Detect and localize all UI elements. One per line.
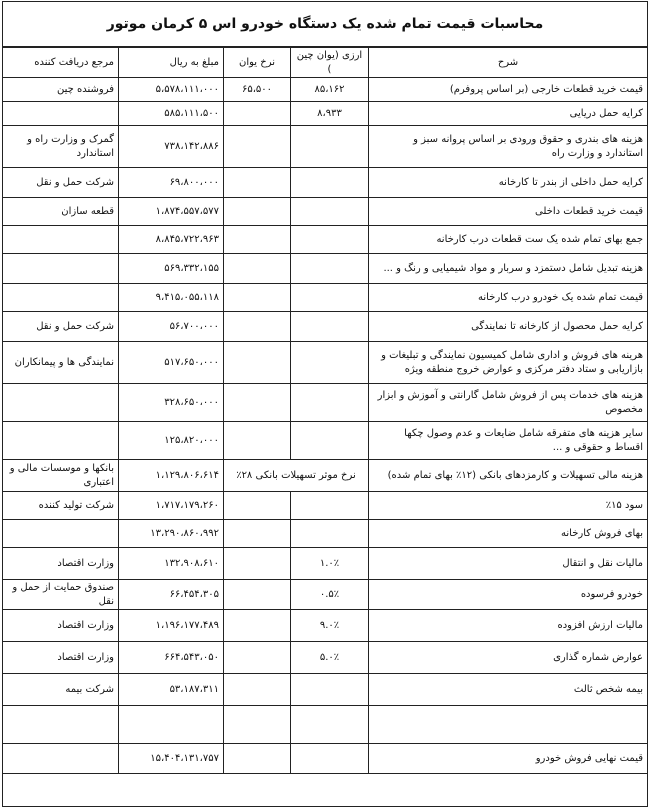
- row-rate: [224, 284, 291, 312]
- row-amount: [119, 226, 224, 254]
- row-recipient: [3, 520, 119, 548]
- table-row: [3, 254, 647, 284]
- row-currency: [291, 642, 369, 674]
- row-amount: [119, 642, 224, 674]
- row-recipient: شرکت حمل و نقل: [3, 168, 119, 198]
- row-recipient: گمرک و وزارت راه و استاندارد: [3, 126, 119, 168]
- row-amount: [119, 126, 224, 168]
- row-recipient: [3, 744, 119, 774]
- row-recipient: [3, 254, 119, 284]
- row-rate: [224, 580, 291, 610]
- table-row: [3, 706, 647, 744]
- header-amount: مبلغ به ریال: [119, 48, 224, 78]
- row-rate: [224, 384, 291, 422]
- row-amount: [119, 706, 224, 744]
- row-currency: [291, 492, 369, 520]
- row-rate: [224, 168, 291, 198]
- row-currency: [291, 706, 369, 744]
- row-currency: [291, 580, 369, 610]
- table-row: [3, 580, 647, 610]
- row-rate: [224, 254, 291, 284]
- row-currency: [291, 548, 369, 580]
- table-row: [3, 312, 647, 342]
- page-title: محاسبات قیمت تمام شده یک دستگاه خودرو اس ۵ کرمان موتور: [3, 2, 647, 47]
- row-recipient: شرکت بیمه: [3, 674, 119, 706]
- amount-value: ۵۳،۱۸۷،۳۱۱: [169, 683, 219, 695]
- row-currency: [291, 610, 369, 642]
- amount-value: ۵۱۷،۶۵۰،۰۰۰: [164, 356, 219, 368]
- table-row: [3, 78, 647, 102]
- amount-value: ۰.۵٪: [319, 588, 340, 600]
- row-currency: [291, 674, 369, 706]
- row-desc: هرینه های فروش و اداری شامل کمیسیون نمایندگی و تبلیغات و بازاریابی و ستاد دفتر مرکزی و عوارض خروج منطقه ویژه: [369, 342, 648, 384]
- row-rate: [224, 642, 291, 674]
- amount-value: ۸،۹۳۳: [317, 107, 342, 119]
- amount-value: ۹،۴۱۵،۰۵۵،۱۱۸: [155, 291, 219, 303]
- table-row: [3, 744, 647, 774]
- row-recipient: نمایندگی ها و پیمانکاران: [3, 342, 119, 384]
- header-currency: ارزی (یوان چین ): [291, 48, 369, 78]
- table-row: [3, 342, 647, 384]
- row-amount: [119, 102, 224, 126]
- row-recipient: قطعه سازان: [3, 198, 119, 226]
- row-amount: [119, 78, 224, 102]
- table-row: [3, 460, 647, 492]
- amount-value: ۶۵،۵۰۰: [241, 83, 273, 95]
- amount-value: ۵.۰٪: [319, 651, 340, 663]
- table-row: [3, 674, 647, 706]
- row-desc: هزینه تبدیل شامل دستمزد و سربار و مواد شیمیایی و رنگ و ...: [369, 254, 648, 284]
- table-row: [3, 226, 647, 254]
- row-rate: [224, 548, 291, 580]
- row-currency: [291, 226, 369, 254]
- amount-value: ۶۶۴،۵۴۳،۰۵۰: [164, 651, 219, 663]
- row-desc: قیمت خرید قطعات داخلی: [369, 198, 648, 226]
- row-desc: جمع بهای تمام شده یک ست قطعات درب کارخانه: [369, 226, 648, 254]
- row-desc: بیمه شخص ثالث: [369, 674, 648, 706]
- row-desc: خودرو فرسوده: [369, 580, 648, 610]
- row-amount: [119, 492, 224, 520]
- row-recipient: [3, 102, 119, 126]
- row-rate: [224, 706, 291, 744]
- amount-value: ۱،۱۲۹،۸۰۶،۶۱۴: [155, 469, 219, 481]
- row-amount: [119, 674, 224, 706]
- row-recipient: [3, 226, 119, 254]
- row-rate: [224, 422, 291, 460]
- amount-value: ۵۶۹،۳۳۲،۱۵۵: [164, 262, 219, 274]
- row-recipient: شرکت تولید کننده: [3, 492, 119, 520]
- amount-value: ۵،۵۷۸،۱۱۱،۰۰۰: [155, 83, 219, 95]
- row-amount: [119, 460, 224, 492]
- row-desc: سایر هزینه های متفرقه شامل ضایعات و عدم وصول چکها اقساط و حقوقی و ...: [369, 422, 648, 460]
- row-amount: [119, 312, 224, 342]
- row-rate: [224, 674, 291, 706]
- amount-value: ۳۲۸،۶۵۰،۰۰۰: [164, 396, 219, 408]
- row-amount: [119, 198, 224, 226]
- row-desc: کرایه حمل دریایی: [369, 102, 648, 126]
- row-currency: [291, 198, 369, 226]
- row-recipient: صندوق حمایت از حمل و نقل: [3, 580, 119, 610]
- row-rate: [224, 610, 291, 642]
- table-row: [3, 198, 647, 226]
- row-currency: [291, 312, 369, 342]
- row-desc: قیمت خرید قطعات خارجی (بر اساس پروفرم): [369, 78, 648, 102]
- row-rate: [224, 520, 291, 548]
- row-recipient: [3, 384, 119, 422]
- row-desc: مالیات نقل و انتقال: [369, 548, 648, 580]
- table-row: [3, 610, 647, 642]
- row-currency: [291, 102, 369, 126]
- row-currency: [291, 422, 369, 460]
- table-row: [3, 126, 647, 168]
- table-row: [3, 520, 647, 548]
- row-rate: [224, 198, 291, 226]
- row-recipient: وزارت اقتصاد: [3, 642, 119, 674]
- amount-value: ۶۶،۴۵۴،۳۰۵: [169, 588, 219, 600]
- amount-value: ۱۲۵،۸۲۰،۰۰۰: [164, 434, 219, 446]
- row-rate: [224, 102, 291, 126]
- row-rate: [224, 342, 291, 384]
- table-header-row: [3, 48, 647, 78]
- amount-value: ۸۵،۱۶۲: [314, 83, 345, 95]
- row-currency: [291, 384, 369, 422]
- row-recipient: [3, 706, 119, 744]
- row-currency: [291, 126, 369, 168]
- row-rate: [224, 126, 291, 168]
- row-desc: کرایه حمل محصول از کارخانه تا نمایندگی: [369, 312, 648, 342]
- row-currency: [291, 520, 369, 548]
- amount-value: ۵۸۵،۱۱۱،۵۰۰: [164, 107, 219, 119]
- row-currency: [291, 744, 369, 774]
- row-rate: [224, 492, 291, 520]
- table-body: [3, 78, 647, 774]
- table-row: [3, 168, 647, 198]
- amount-value: ۱۳،۲۹۰،۸۶۰،۹۹۲: [150, 527, 219, 539]
- amount-value: ۱۳۲،۹۰۸،۶۱۰: [164, 557, 219, 569]
- row-amount: [119, 422, 224, 460]
- row-desc: سود ۱۵٪: [369, 492, 648, 520]
- row-amount: [119, 744, 224, 774]
- row-desc: هزینه های بندری و حقوق ورودی بر اساس پروانه سبز و استاندارد و وزارت راه: [369, 126, 648, 168]
- header-rate: نرخ یوان: [224, 48, 291, 78]
- row-amount: [119, 580, 224, 610]
- row-amount: [119, 254, 224, 284]
- row-desc: قیمت تمام شده یک خودرو درب کارخانه: [369, 284, 648, 312]
- header-recipient: مرجع دریافت کننده: [3, 48, 119, 78]
- table-row: [3, 102, 647, 126]
- amount-value: ۱،۸۷۴،۵۵۷،۵۷۷: [155, 205, 219, 217]
- row-desc: [369, 706, 648, 744]
- amount-value: ۸،۸۴۵،۷۲۲،۹۶۳: [155, 233, 219, 245]
- cost-sheet: [2, 1, 648, 807]
- table-row: [3, 492, 647, 520]
- row-rate: [224, 78, 291, 102]
- amount-value: ۱.۰٪: [319, 557, 340, 569]
- row-desc: عوارض شماره گذاری: [369, 642, 648, 674]
- row-desc: مالیات ارزش افزوده: [369, 610, 648, 642]
- table-row: [3, 548, 647, 580]
- row-desc: بهای فروش کارخانه: [369, 520, 648, 548]
- row-desc: هزینه مالی تسهیلات و کارمزدهای بانکی (۱۲٪ بهای تمام شده): [369, 460, 648, 492]
- row-currency: [291, 342, 369, 384]
- row-rate: [224, 744, 291, 774]
- amount-value: ۵۶،۷۰۰،۰۰۰: [169, 320, 219, 332]
- amount-value: ۱،۷۱۷،۱۷۹،۲۶۰: [155, 499, 219, 511]
- row-recipient: وزارت اقتصاد: [3, 610, 119, 642]
- row-currency: [291, 78, 369, 102]
- row-desc: کرایه حمل داخلی از بندر تا کارخانه: [369, 168, 648, 198]
- row-amount: [119, 284, 224, 312]
- table-row: [3, 384, 647, 422]
- row-amount: [119, 384, 224, 422]
- row-currency: [291, 168, 369, 198]
- row-recipient: [3, 284, 119, 312]
- row-recipient: بانکها و موسسات مالی و اعتباری: [3, 460, 119, 492]
- row-currency: [291, 254, 369, 284]
- amount-value: ۱،۱۹۶،۱۷۷،۴۸۹: [155, 619, 219, 631]
- row-amount: [119, 548, 224, 580]
- row-recipient: شرکت حمل و نقل: [3, 312, 119, 342]
- amount-value: ۷۳۸،۱۴۲،۸۸۶: [164, 140, 219, 152]
- header-desc: شرح: [369, 48, 648, 78]
- cost-table: [3, 47, 647, 774]
- row-recipient: وزارت اقتصاد: [3, 548, 119, 580]
- row-recipient: فروشنده چین: [3, 78, 119, 102]
- amount-value: ۶۹،۸۰۰،۰۰۰: [169, 176, 219, 188]
- row-rate: [224, 226, 291, 254]
- row-merged-note: نرخ موثر تسهیلات بانکی ۲۸٪: [224, 460, 369, 492]
- row-recipient: [3, 422, 119, 460]
- row-rate: [224, 312, 291, 342]
- row-amount: [119, 342, 224, 384]
- table-row: [3, 422, 647, 460]
- row-amount: [119, 520, 224, 548]
- amount-value: ۹.۰٪: [319, 619, 340, 631]
- row-amount: [119, 168, 224, 198]
- row-amount: [119, 610, 224, 642]
- row-desc: قیمت نهایی فروش خودرو: [369, 744, 648, 774]
- table-row: [3, 642, 647, 674]
- row-currency: [291, 284, 369, 312]
- table-row: [3, 284, 647, 312]
- amount-value: ۱۵،۴۰۴،۱۳۱،۷۵۷: [150, 752, 219, 764]
- row-desc: هزینه های خدمات پس از فروش شامل گارانتی و آموزش و ابزار مخصوص: [369, 384, 648, 422]
